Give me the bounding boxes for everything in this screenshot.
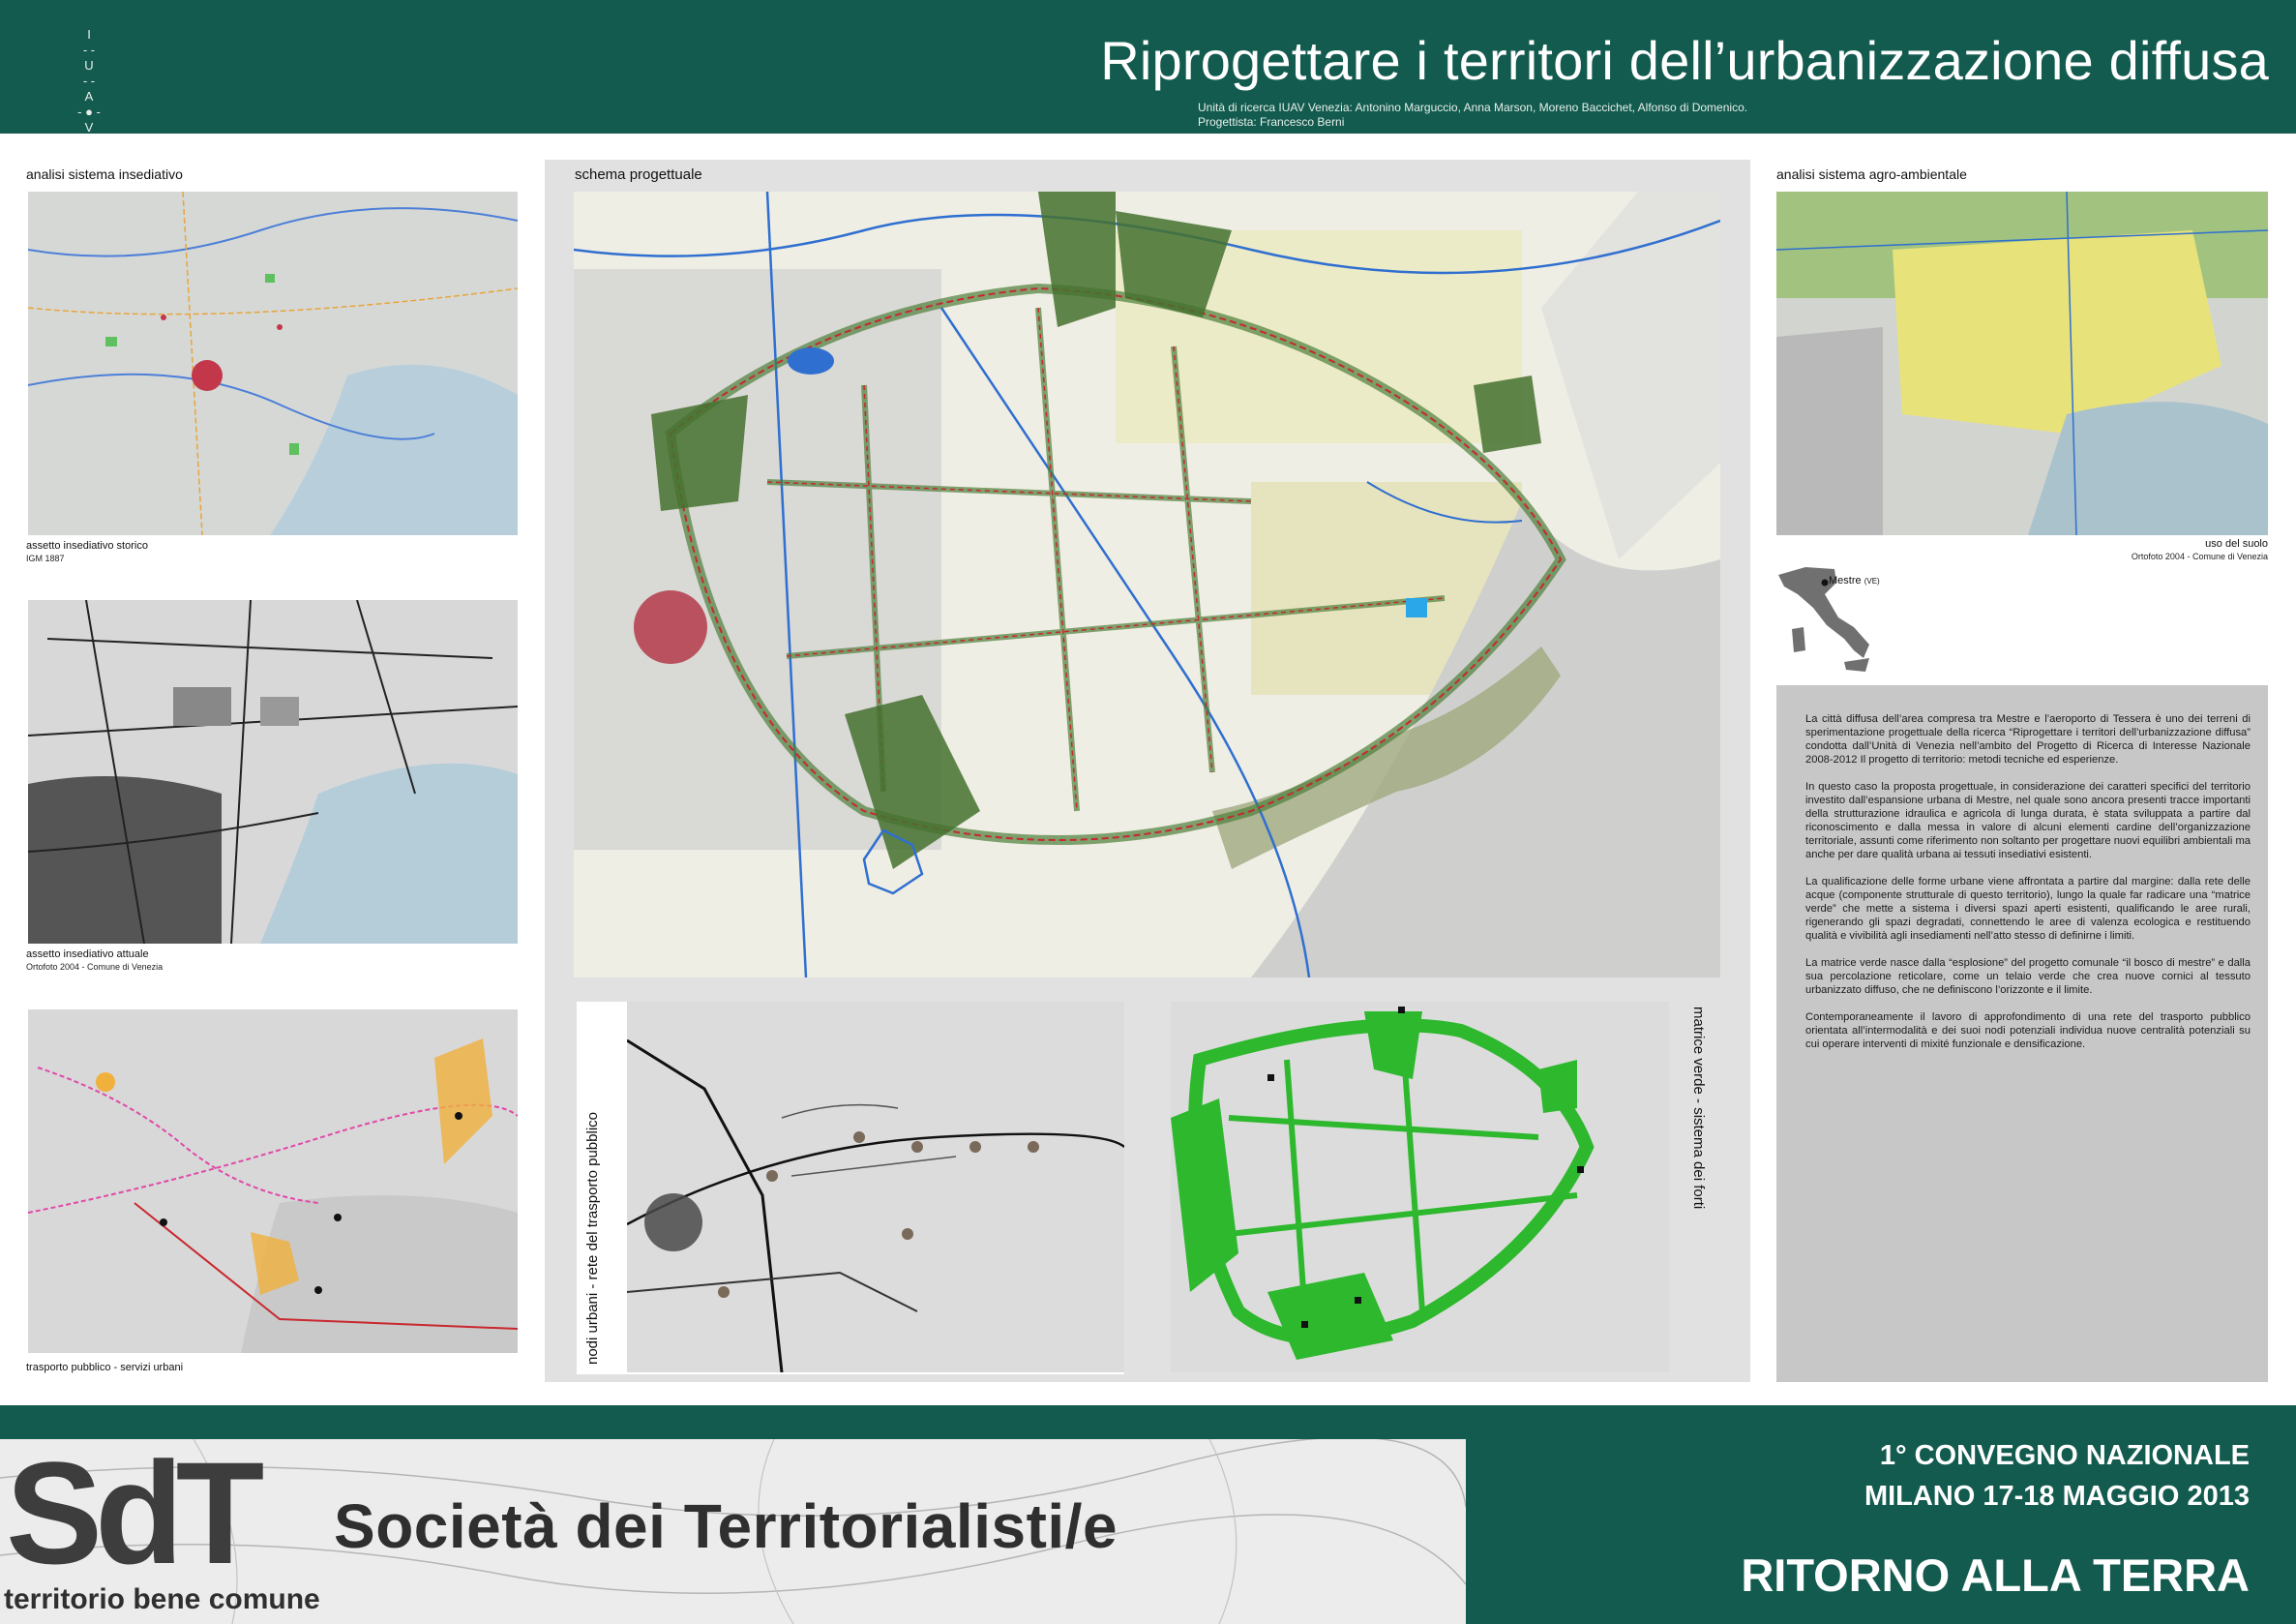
transport-nodes-label-wrap <box>584 1112 602 1365</box>
historic-map-source: IGM 1887 <box>26 554 65 563</box>
logo-letter: I <box>87 27 91 42</box>
locator-label <box>1829 575 1880 586</box>
iuav-logo: I - - U - - A - ● - V <box>70 27 108 135</box>
land-use-caption: uso del suolo <box>2205 538 2268 550</box>
logo-letter: V <box>84 120 94 135</box>
land-use-source: Ortofoto 2004 - Comune di Venezia <box>2131 552 2268 561</box>
green-matrix-label: matrice verde - sistema dei forti <box>1690 1007 1707 1210</box>
current-settlement-map <box>28 600 518 944</box>
description-paragraph: Contemporaneamente il lavoro di approfondimento di una rete del trasporto pubblico orientata all’intermodalità e dei suoi nodi potenziali individua nuove centralità potenziali su cui operare interventi di mixité funzionale e densificazione. <box>1805 1011 2251 1050</box>
logo-letter: U <box>84 58 94 73</box>
society-name: Società dei Territorialisti/e <box>334 1491 1118 1561</box>
historic-settlement-map <box>28 192 518 535</box>
land-use-map <box>1776 192 2268 535</box>
transport-map-graphic <box>28 1009 518 1353</box>
sdt-logo: SdT <box>6 1431 257 1594</box>
green-matrix-graphic <box>1171 1002 1669 1372</box>
transport-nodes-graphic <box>627 1002 1124 1372</box>
land-use-graphic <box>1776 192 2268 535</box>
historic-map-graphic <box>28 192 518 535</box>
locator-city: Mestre <box>1829 575 1862 586</box>
transport-map-caption: trasporto pubblico - servizi urbani <box>26 1362 184 1373</box>
credits-designer: Progettista: Francesco Berni <box>1198 115 1345 129</box>
description-text <box>1805 712 2251 1065</box>
locator-province: (VE) <box>1864 577 1880 586</box>
description-paragraph: La qualificazione delle forme urbane viene affrontata a partire dal margine: dalla rete delle acque (componente strutturale di questo territorio), lungo la quale far radicare una “matrice verde” che mette a sistema i diversi spazi aperti esistenti, qualificando le aree rurali, rigenerando gli spazi degradati, connettendo le aree di valenza ecologica e restituendo qualità e vivibilità agli insediamenti nell’atto stesso di definirne i limiti. <box>1805 876 2251 942</box>
description-paragraph: In questo caso la proposta progettuale, in considerazione dei caratteri specifici del territorio investito dall’espansione urbana di Mestre, nel quale sono ancora presenti tracce importanti della strutturazione idraulica e agricola di lunga durata, è stata sviluppata a partire dal riconoscimento e dalla messa in valore di alcuni elementi cardine dell’organizzazione territoriale, assunti come riferimento non soltanto per progettare nuovi equilibri ambientali ma anche per dare qualità urbana ai tessuti insediativi esistenti. <box>1805 781 2251 860</box>
conference-title: 1° CONVEGNO NAZIONALE <box>1879 1440 2250 1471</box>
center-heading: schema progettuale <box>575 166 702 183</box>
poster-title: Riprogettare i territori dell’urbanizzazione diffusa <box>1100 30 2269 91</box>
description-paragraph: La città diffusa dell’area compresa tra Mestre e l’aeroporto di Tessera è uno dei terreni di sperimentazione progettuale della ricerca “Riprogettare i territori dell’urbanizzazione diffusa” condotta dall’Unità di Venezia nell’ambito del Progetto di Ricerca di Interesse Nazionale 2008-2012 Il progetto di territorio: metodi tecniche ed esperienze. <box>1805 713 2251 766</box>
public-transport-map <box>28 1009 518 1353</box>
project-scheme-map <box>574 192 1720 977</box>
society-tagline: territorio bene comune <box>4 1583 320 1615</box>
credits <box>1198 101 1747 130</box>
transport-nodes-map <box>627 1002 1124 1372</box>
conference-place-date: MILANO 17-18 MAGGIO 2013 <box>1864 1481 2250 1512</box>
historic-map-caption: assetto insediativo storico <box>26 540 148 552</box>
logo-letter: A <box>84 89 94 104</box>
transport-nodes-label: nodi urbani - rete del trasporto pubblico <box>584 1112 601 1365</box>
credits-research-unit: Unità di ricerca IUAV Venezia: Antonino Marguccio, Anna Marson, Moreno Baccichet, Alfonso di Domenico. <box>1198 101 1748 114</box>
green-matrix-map <box>1171 1002 1669 1372</box>
conference-theme: RITORNO ALLA TERRA <box>1741 1549 2250 1601</box>
description-paragraph: La matrice verde nasce dalla “esplosione” del progetto comunale “il bosco di mestre” e dalla sua percolazione reticolare, come un telaio verde che crea nuove cornici al tessuto urbanizzato diffuso, che ne definiscono l’orizzonte e il limite. <box>1805 957 2251 996</box>
current-map-graphic <box>28 600 518 944</box>
left-column-heading: analisi sistema insediativo <box>26 166 183 182</box>
project-scheme-graphic <box>574 192 1720 977</box>
right-column-heading: analisi sistema agro-ambientale <box>1776 166 1967 182</box>
current-map-source: Ortofoto 2004 - Comune di Venezia <box>26 962 164 972</box>
current-map-caption: assetto insediativo attuale <box>26 948 149 960</box>
